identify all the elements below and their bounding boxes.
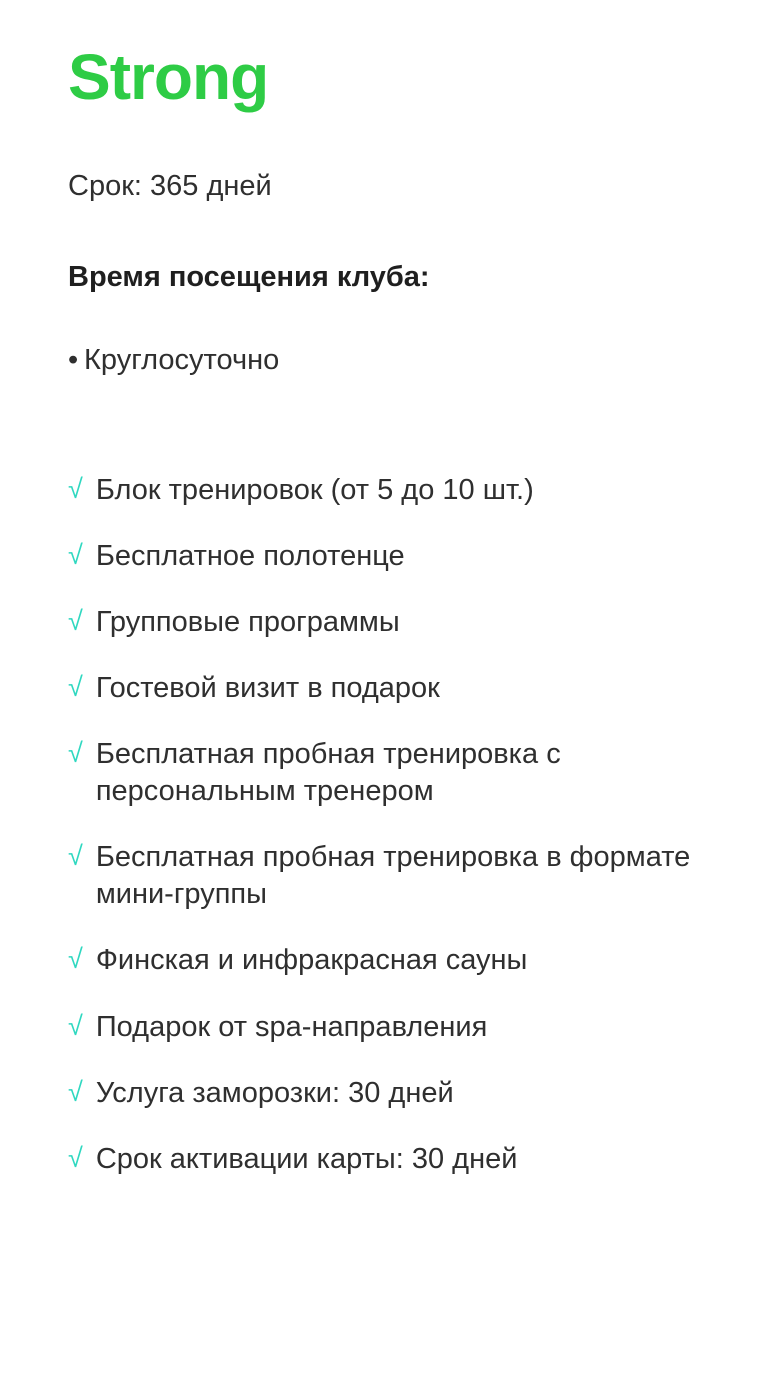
term-text: Срок: 365 дней [68,170,272,203]
visit-time-value: Круглосуточно [84,343,280,376]
visit-time-heading: Время посещения клуба: [68,260,430,293]
feature-label: Финская и инфракрасная сауны [95,944,528,977]
feature-label: Бесплатная пробная тренировка в формате мини-группы [95,841,691,911]
check-icon: √ [68,473,83,504]
list-item [68,670,709,707]
check-icon: √ [68,841,83,872]
visit-time-item [68,343,709,378]
list-item [68,736,709,810]
feature-label: Подарок от spa-направления [95,1010,488,1043]
list-item [68,604,709,641]
check-icon: √ [68,539,83,570]
check-icon: √ [68,1010,83,1041]
feature-label: Услуга заморозки: 30 дней [95,1076,454,1109]
features-list [68,472,709,1178]
list-item [68,1075,709,1112]
list-item [68,1141,709,1178]
feature-label: Групповые программы [95,605,400,638]
feature-label: Срок активации карты: 30 дней [95,1142,518,1175]
list-item [68,538,709,575]
check-icon: √ [68,671,83,702]
feature-label: Бесплатное полотенце [95,539,405,572]
feature-label: Блок тренировок (от 5 до 10 шт.) [95,473,534,506]
check-icon: √ [68,605,83,636]
check-icon: √ [68,944,83,975]
feature-label: Гостевой визит в подарок [95,671,440,704]
check-icon: √ [68,1076,83,1107]
spacer [68,400,709,472]
list-item [68,942,709,979]
list-item [68,1009,709,1046]
list-item [68,839,709,913]
check-icon: √ [68,1142,83,1173]
feature-label: Бесплатная пробная тренировка с персональным тренером [95,738,561,808]
bullet-icon: • [68,343,79,376]
page-title: Strong [68,41,269,113]
list-item [68,472,709,509]
check-icon: √ [68,738,83,769]
